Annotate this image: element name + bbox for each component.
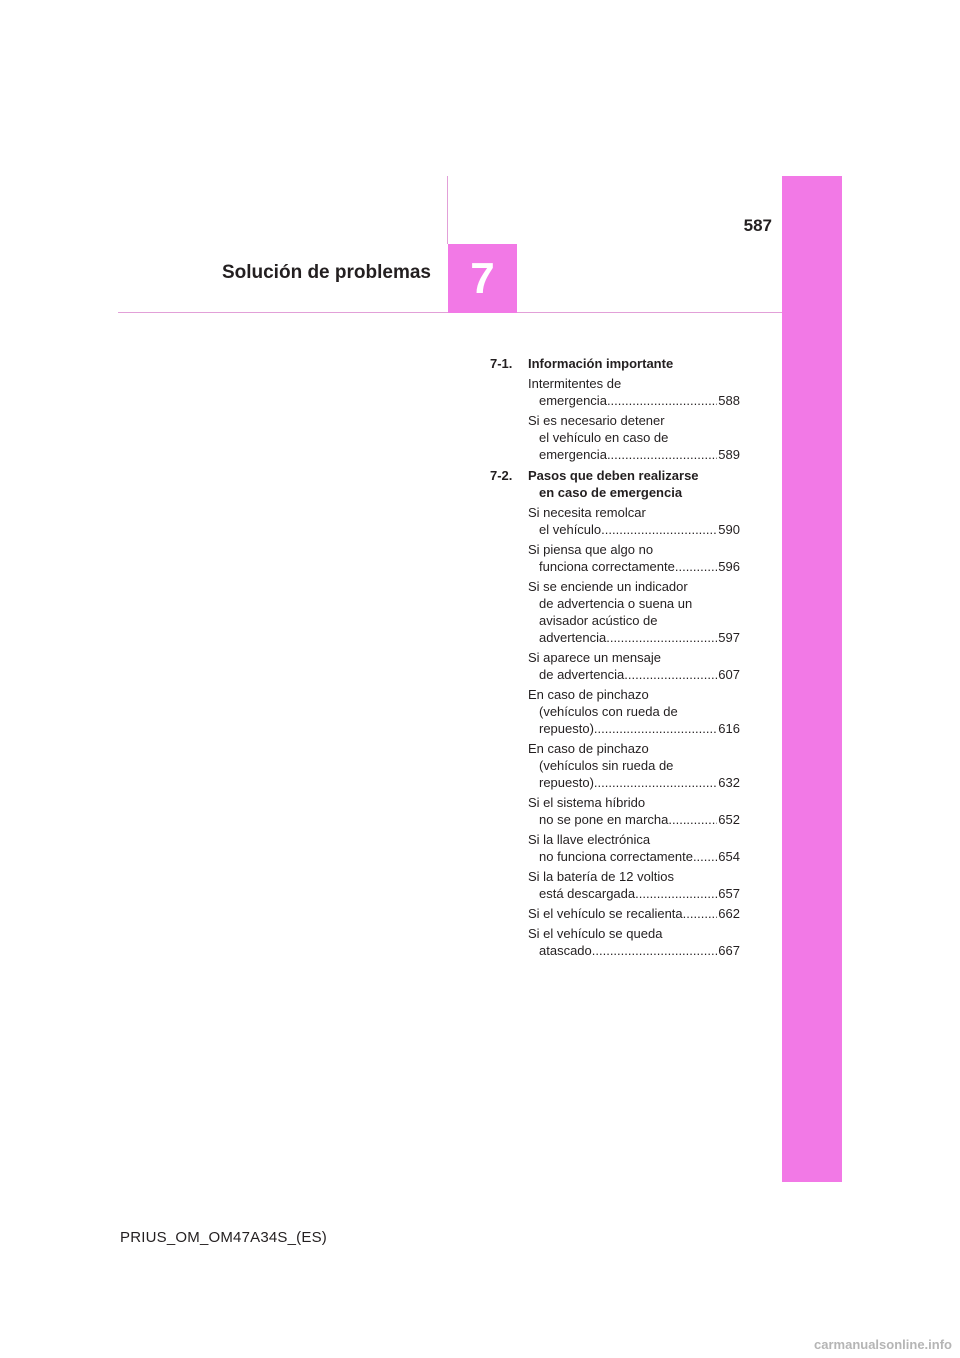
entry-page-number: 654 [718,849,740,864]
entry-line: Si la llave electrónica [528,832,651,847]
toc-entry[interactable] [528,925,740,959]
entry-last-line [528,521,740,538]
entry-text: no funciona correctamente [539,849,693,864]
entry-line: Si el vehículo se queda [528,926,663,941]
entry-page-number: 596 [718,559,740,574]
header-vertical-rule [447,176,448,244]
section-title [528,467,740,501]
toc-entry[interactable] [528,412,740,463]
entry-last-line [528,774,740,791]
leader-dots [607,392,717,409]
leader-dots [675,558,717,575]
toc-entry[interactable] [528,686,740,737]
entry-last-line [528,885,740,902]
entry-text: el vehículo [539,522,602,537]
chapter-side-tab [782,176,842,1182]
entry-line: En caso de pinchazo [528,687,649,702]
chapter-number-box: 7 [448,244,517,313]
entry-page-number: 667 [718,943,740,958]
entry-line: En caso de pinchazo [528,741,649,756]
entry-last-line [528,392,740,409]
entry-text: atascado [539,943,592,958]
leader-dots [693,848,717,865]
entry-last-line [528,942,740,959]
entry-text: Si el vehículo se recalienta [528,906,683,921]
entry-page-number: 657 [718,886,740,901]
entry-text: emergencia [539,447,607,462]
entry-last-line [528,558,740,575]
entry-text: está descargada [539,886,636,901]
leader-dots [635,885,717,902]
entry-text: repuesto) [539,721,594,736]
leader-dots [594,720,717,737]
entry-last-line [528,629,740,646]
toc-entry[interactable] [528,794,740,828]
toc-section [490,355,740,463]
chapter-title: Solución de problemas [221,262,431,283]
entry-last-line [528,720,740,737]
section-title [528,355,740,372]
entry-line: avisador acústico de [539,613,658,628]
entry-page-number: 590 [718,522,740,537]
entry-page-number: 662 [718,906,740,921]
toc-entry[interactable] [528,541,740,575]
leader-dots [594,774,717,791]
entry-text: de advertencia [539,667,625,682]
entry-line: Si piensa que algo no [528,542,654,557]
toc-section [490,467,740,959]
entry-page-number: 597 [718,630,740,645]
entry-text: advertencia [539,630,607,645]
entry-line: de advertencia o suena un [539,596,693,611]
toc-entry[interactable] [528,831,740,865]
leader-dots [601,521,717,538]
document-id: PRIUS_OM_OM47A34S_(ES) [120,1229,327,1246]
leader-dots [668,811,717,828]
entry-line: el vehículo en caso de [539,430,669,445]
entry-text: funciona correctamente [539,559,675,574]
toc-entry[interactable] [528,740,740,791]
entry-page-number: 607 [718,667,740,682]
entry-text: repuesto) [539,775,594,790]
page-number: 587 [743,216,772,235]
toc-entry[interactable] [528,578,740,646]
entry-line: Si se enciende un indicador [528,579,688,594]
leader-dots [607,446,717,463]
leader-dots [624,666,717,683]
entry-page-number: 589 [718,447,740,462]
toc-entry[interactable] [528,375,740,409]
entry-line: (vehículos sin rueda de [539,758,674,773]
entry-text: no se pone en marcha [539,812,669,827]
entry-line: Si la batería de 12 voltios [528,869,674,884]
entry-last-line [528,848,740,865]
leader-dots [592,942,718,959]
section-title-line: Información importante [528,356,674,371]
table-of-contents [490,355,740,963]
entry-line: Si aparece un mensaje [528,650,661,665]
toc-entry[interactable] [528,868,740,902]
section-number: 7-2. [490,468,513,483]
leader-dots [683,905,718,922]
entry-line: (vehículos con rueda de [539,704,678,719]
leader-dots [606,629,717,646]
section-title-line: Pasos que deben realizarse [528,468,699,483]
entry-page-number: 588 [718,393,740,408]
entry-line: Si el sistema híbrido [528,795,646,810]
entry-last-line [528,666,740,683]
entry-last-line [528,905,740,922]
section-title-line: en caso de emergencia [539,485,683,500]
entry-page-number: 616 [718,721,740,736]
entry-last-line [528,811,740,828]
toc-entry[interactable] [528,905,740,922]
entry-text: emergencia [539,393,607,408]
watermark-text: carmanualsonline.info [814,1337,952,1352]
entry-page-number: 652 [718,812,740,827]
section-number: 7-1. [490,356,513,371]
entry-line: Intermitentes de [528,376,622,391]
entry-last-line [528,446,740,463]
entry-line: Si es necesario detener [528,413,665,428]
toc-entry[interactable] [528,504,740,538]
entry-page-number: 632 [718,775,740,790]
toc-entry[interactable] [528,649,740,683]
entry-line: Si necesita remolcar [528,505,646,520]
